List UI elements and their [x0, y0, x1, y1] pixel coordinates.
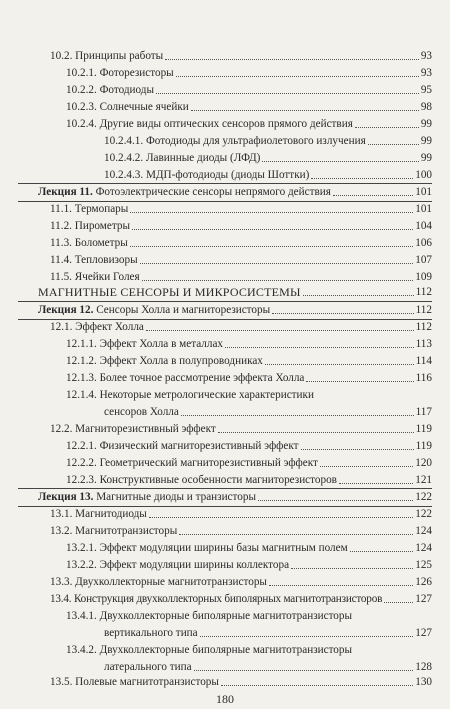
toc-entry-page: 93: [420, 50, 432, 62]
leader-dots: [291, 568, 413, 569]
toc-entry: [66, 457, 432, 470]
toc-entry-title: 13.4.2. Двухколлекторные биполярные магнитотранзисторы: [66, 644, 353, 656]
lecture-number: Лекция 13.: [38, 491, 94, 503]
toc-entry-page: 120: [415, 457, 432, 469]
leader-dots: [339, 483, 413, 484]
toc-entry-page: 127: [415, 627, 432, 639]
toc-entry: [104, 152, 432, 165]
toc-entry-title: 13.4. Конструкция двухколлекторных биполярных магнитотранзисторов: [50, 593, 383, 605]
leader-dots: [355, 127, 419, 128]
toc-entry: [66, 389, 432, 402]
toc-entry: [50, 203, 432, 216]
toc-entry-page: 121: [415, 474, 432, 486]
leader-dots: [130, 246, 413, 247]
leader-dots: [301, 449, 414, 450]
toc-entry-page: 99: [420, 135, 432, 147]
toc-entry-title: 10.2.3. Солнечные ячейки: [66, 101, 189, 113]
lecture-title: Сенсоры Холла и магниторезисторы: [93, 304, 271, 316]
toc-entry-title: 12.2.3. Конструктивные особенности магниторезисторов: [66, 474, 337, 486]
toc-entry: [50, 593, 432, 606]
lecture-divider: [18, 488, 432, 489]
leader-dots: [320, 466, 413, 467]
toc-entry-page: 112: [415, 304, 432, 316]
toc-entry: [50, 508, 432, 521]
toc-entry-title: 10.2.2. Фотодиоды: [66, 84, 155, 96]
leader-dots: [306, 381, 413, 382]
toc-entry: [66, 372, 432, 385]
leader-dots: [350, 551, 414, 552]
toc-entry-page: 130: [415, 676, 432, 688]
toc-entry-page: 101: [415, 203, 432, 215]
toc-entry-page: 122: [415, 491, 432, 503]
lecture-divider: [18, 319, 432, 320]
toc-entry: [50, 237, 432, 250]
toc-entry: [104, 135, 432, 148]
toc-entry-title: 10.2.1. Фоторезисторы: [66, 67, 174, 79]
toc-entry-title: 11.5. Ячейки Голея: [50, 271, 140, 283]
section-title: МАГНИТНЫЕ СЕНСОРЫ И МИКРОСИСТЕМЫ: [38, 285, 301, 299]
toc-entry: [66, 338, 432, 351]
lecture-number: Лекция 11.: [38, 186, 93, 198]
toc-entry: [66, 474, 432, 487]
leader-dots: [146, 330, 414, 331]
leader-dots: [149, 517, 413, 518]
toc-entry-continuation: [104, 661, 432, 674]
toc-entry-title: 13.4.1. Двухколлекторные биполярные магнитотранзисторы: [66, 610, 353, 622]
toc-entry: [66, 440, 432, 453]
toc-entry-page: 127: [415, 593, 432, 605]
lecture-divider: [18, 506, 432, 507]
leader-dots: [262, 161, 418, 162]
toc-entry: [50, 254, 432, 267]
toc-entry-title: 12.1. Эффект Холла: [50, 321, 144, 333]
toc-entry-title: 12.2.1. Физический магниторезистивный эффект: [66, 440, 299, 452]
toc-entry-page: 119: [415, 423, 432, 435]
toc-entry-page: 122: [415, 508, 432, 520]
toc-entry-page: 95: [420, 84, 432, 96]
toc-entry-title: вертикального типа: [104, 627, 198, 639]
toc-entry-page: 124: [415, 542, 432, 554]
toc-entry-page: 106: [415, 237, 432, 249]
leader-dots: [179, 534, 413, 535]
toc-entry: [66, 610, 432, 623]
toc-lecture-entry: [38, 304, 432, 317]
toc-entry: [50, 321, 432, 334]
leader-dots: [269, 585, 413, 586]
leader-dots: [384, 602, 413, 603]
toc-entry: [66, 101, 432, 114]
toc-entry-title: 10.2.4.2. Лавинные диоды (ЛФД): [104, 152, 261, 164]
toc-entry-title: 13.2.2. Эффект модуляции ширины коллектора: [66, 559, 290, 571]
leader-dots: [142, 280, 414, 281]
toc-entry: [66, 118, 432, 131]
toc-entry-page: 124: [415, 525, 432, 537]
toc-entry-continuation: [104, 406, 432, 419]
toc-entry-title: [38, 186, 331, 199]
leader-dots: [176, 76, 419, 77]
leader-dots: [225, 347, 414, 348]
toc-entry-title: сенсоров Холла: [104, 406, 179, 418]
toc-entry-title: 13.2.1. Эффект модуляции ширины базы магнитным полем: [66, 542, 348, 554]
toc-entry-title: 10.2. Принципы работы: [50, 50, 164, 62]
toc-entry-continuation: [104, 627, 432, 640]
leader-dots: [191, 110, 419, 111]
toc-entry-title: 13.2. Магнитотранзисторы: [50, 525, 178, 537]
toc-entry-title: 13.3. Двухколлекторные магнитотранзисторы: [50, 576, 267, 588]
toc-entry-title: [38, 491, 256, 504]
toc-entry-page: 99: [420, 118, 432, 130]
toc-entry-title: 10.2.4.1. Фотодиоды для ультрафиолетового излучения: [104, 135, 366, 147]
leader-dots: [272, 313, 413, 314]
toc-entry: [66, 644, 432, 657]
toc-entry-title: 13.5. Полевые магнитотранзисторы: [50, 676, 219, 688]
toc-entry: [50, 676, 432, 689]
toc-entry-page: 125: [415, 559, 432, 571]
toc-entry-page: 117: [415, 406, 432, 418]
toc-entry-title: [38, 304, 270, 317]
toc-entry: [50, 576, 432, 589]
toc-section-heading: [38, 286, 432, 299]
toc-entry-title: 11.2. Пирометры: [50, 220, 130, 232]
leader-dots: [132, 229, 413, 230]
toc-lecture-entry: [38, 491, 432, 504]
toc-entry: [66, 542, 432, 555]
toc-entry-page: 114: [415, 355, 432, 367]
toc-entry-title: 10.2.4. Другие виды оптических сенсоров прямого действия: [66, 118, 353, 130]
toc-entry-title: 11.4. Тепловизоры: [50, 254, 138, 266]
toc-entry-page: 99: [420, 152, 432, 164]
toc-entry-page: 112: [415, 321, 432, 333]
toc-entry-title: 12.1.3. Более точное рассмотрение эффекта Холла: [66, 372, 305, 384]
leader-dots: [258, 500, 413, 501]
leader-dots: [194, 670, 414, 671]
toc-entry-page: 113: [415, 338, 432, 350]
page-number: 180: [216, 692, 234, 706]
leader-dots: [200, 636, 414, 637]
leader-dots: [130, 212, 413, 213]
toc-lecture-entry: [38, 186, 432, 199]
toc-entry-page: 101: [415, 186, 432, 198]
leader-dots: [265, 364, 414, 365]
toc-entry-page: 93: [420, 67, 432, 79]
lecture-title: Фотоэлектрические сенсоры непрямого действия: [92, 186, 331, 198]
leader-dots: [333, 195, 413, 196]
toc-entry: [66, 67, 432, 80]
toc-entry-page: 126: [415, 576, 432, 588]
toc-entry: [66, 84, 432, 97]
lecture-divider: [18, 201, 432, 202]
lecture-number: Лекция 12.: [38, 304, 94, 316]
toc-entry-page: 112: [415, 286, 432, 298]
leader-dots: [140, 263, 414, 264]
toc-entry-title: 12.2. Магниторезистивный эффект: [50, 423, 216, 435]
lecture-divider: [18, 183, 432, 184]
toc-entry-title: 11.3. Болометры: [50, 237, 128, 249]
toc-entry-title: 12.1.4. Некоторые метрологические характеристики: [66, 389, 314, 401]
leader-dots: [156, 93, 419, 94]
toc-entry-page: 98: [420, 101, 432, 113]
toc-entry-title: 13.1. Магнитодиоды: [50, 508, 147, 520]
toc-entry-page: 104: [415, 220, 432, 232]
leader-dots: [368, 144, 419, 145]
toc-entry-page: 109: [415, 271, 432, 283]
toc-entry-page: 100: [415, 169, 432, 181]
leader-dots: [181, 415, 414, 416]
toc-entry: [50, 423, 432, 436]
toc-entry-page: 116: [415, 372, 432, 384]
toc-entry-title: 12.1.2. Эффект Холла в полупроводниках: [66, 355, 263, 367]
toc-entry-title: 12.1.1. Эффект Холла в металлах: [66, 338, 224, 350]
toc-entry: [50, 220, 432, 233]
toc-entry: [66, 355, 432, 368]
toc-entry-page: 128: [415, 661, 432, 673]
leader-dots: [303, 295, 414, 296]
toc-entry: [66, 559, 432, 572]
toc-entry-title: 12.2.2. Геометрический магниторезистивный эффект: [66, 457, 318, 469]
leader-dots: [311, 178, 413, 179]
leader-dots: [218, 432, 414, 433]
toc-entry: [50, 525, 432, 538]
toc-entry: [104, 169, 432, 182]
toc-entry-page: 119: [415, 440, 432, 452]
toc-entry: [50, 271, 432, 284]
toc-entry: [50, 50, 432, 63]
toc-entry-title: 11.1. Термопары: [50, 203, 129, 215]
toc-entry-title: латерального типа: [104, 661, 192, 673]
leader-dots: [165, 59, 419, 60]
toc-entry-title: 10.2.4.3. МДП-фотодиоды (диоды Шоттки): [104, 169, 310, 181]
lecture-title: Магнитные диоды и транзисторы: [93, 491, 256, 503]
leader-dots: [221, 685, 413, 686]
section-divider: [18, 301, 432, 302]
toc-entry-page: 107: [415, 254, 432, 266]
